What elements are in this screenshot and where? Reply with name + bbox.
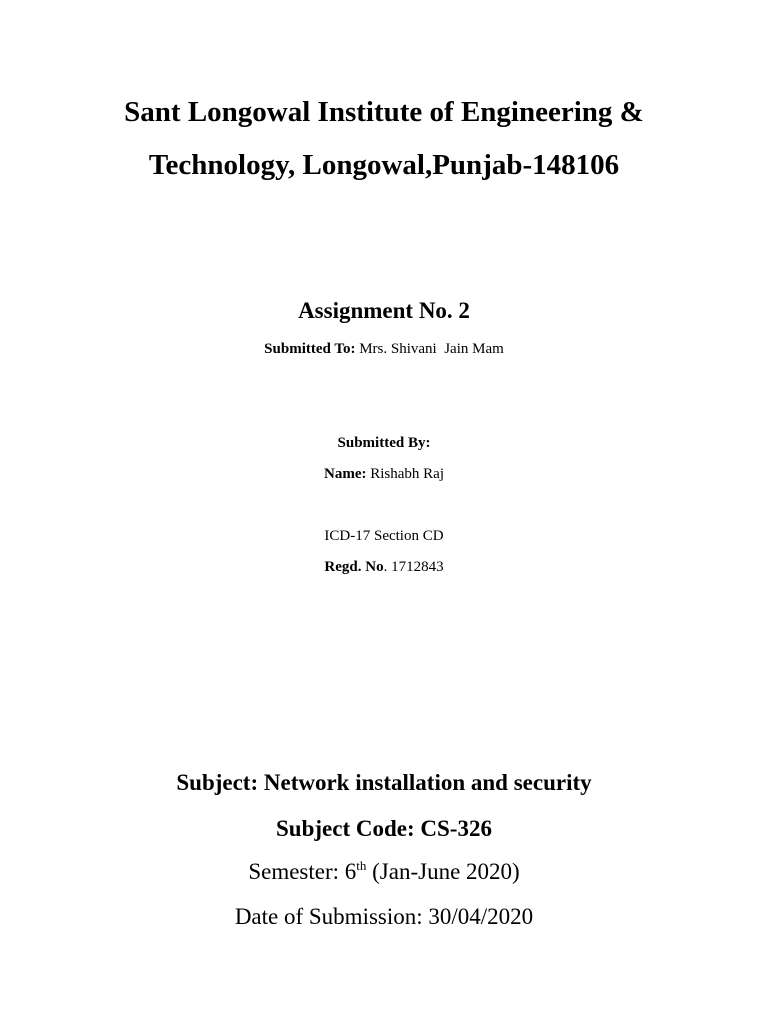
submitted-by-label: Submitted By: <box>337 435 431 451</box>
student-section: ICD-17 Section CD <box>324 528 444 544</box>
registration-number-label: Regd. No <box>324 559 384 575</box>
submitted-to-label: Submitted To: <box>264 341 356 357</box>
institute-name-line-2: Technology, Longowal,Punjab-148106 <box>148 149 620 181</box>
registration-number-line <box>0 560 768 575</box>
submitted-to-line <box>0 342 768 357</box>
semester-period: (Jan-June 2020) <box>366 859 520 884</box>
student-name-label: Name: <box>324 466 367 482</box>
student-name-line <box>0 467 768 482</box>
semester-line <box>0 860 768 883</box>
student-name-value: Rishabh Raj <box>366 466 444 482</box>
subject-code: Subject Code: CS-326 <box>276 816 492 841</box>
semester-ordinal-suffix: th <box>356 858 367 873</box>
semester-prefix: Semester: 6 <box>248 859 357 884</box>
assignment-title: Assignment No. 2 <box>298 298 470 323</box>
date-of-submission: Date of Submission: 30/04/2020 <box>234 904 534 929</box>
registration-number-value: . 1712843 <box>383 559 444 575</box>
submitted-to-value: Mrs. Shivani Jain Mam <box>355 341 504 357</box>
institute-name-line-1: Sant Longowal Institute of Engineering & <box>124 96 644 128</box>
subject-title: Subject: Network installation and security <box>176 770 592 795</box>
